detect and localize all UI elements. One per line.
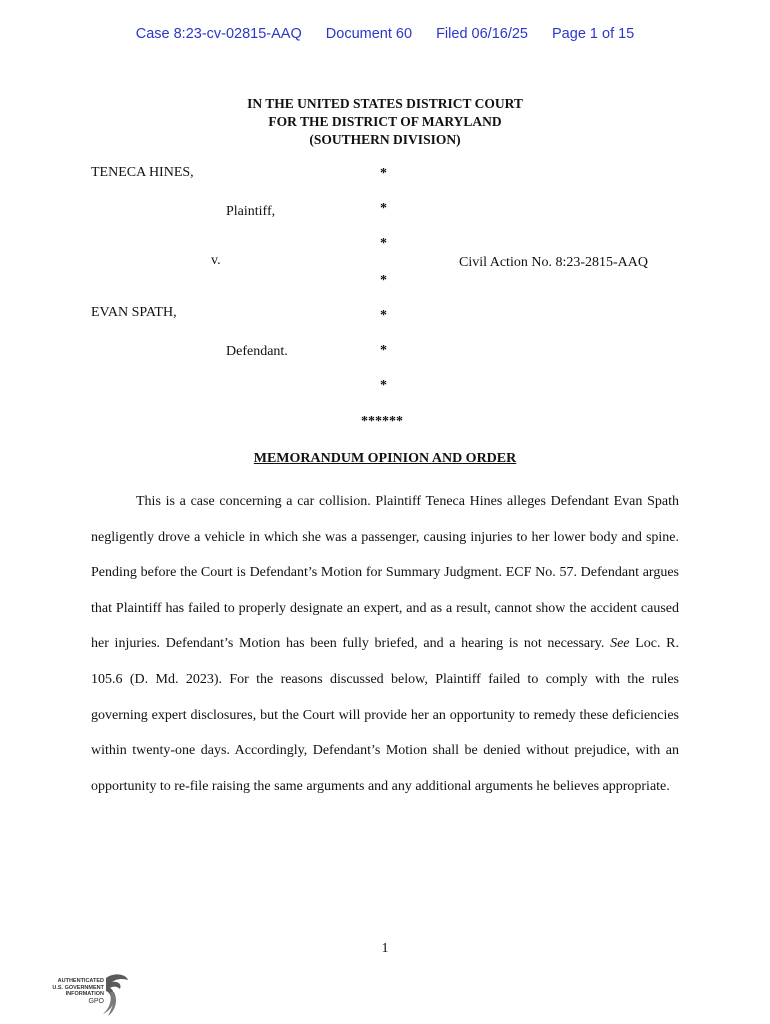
caption-star: * xyxy=(380,236,387,251)
document-number: Document 60 xyxy=(325,26,413,42)
page-number: 1 xyxy=(381,941,389,956)
paragraph-part-2: Loc. R. 105.6 (D. Md. 2023). For the reasons discussed below, Plaintiff failed to comply with the rules governing expert disclosures, but the Court will provide her an opportunity to remedy these deficiencies within twenty-one days. Accordingly, Defendant’s Motion shall be denied without prejudice, with an opportunity to re-file raising the same arguments and any additional arguments he believes appropriate. xyxy=(91,636,679,794)
court-line-1: IN THE UNITED STATES DISTRICT COURT xyxy=(247,96,523,111)
paragraph-part-1: This is a case concerning a car collision. Plaintiff Teneca Hines alleges Defendant Evan Spath negligently drove a vehicle in which she was a passenger, causing injuries to her lower body and spine. Pending before the Court is Defendant’s Motion for Summary Judgment. ECF No. 57. Defendant argues that Plaintiff has failed to properly designate an expert, and as a result, cannot show the accident caused her injuries. Defendant’s Motion has been fully briefed, and a hearing is not necessary. xyxy=(91,494,679,652)
civil-action-number: Civil Action No. 8:23-2815-AAQ xyxy=(459,255,648,270)
court-line-3: (SOUTHERN DIVISION) xyxy=(309,132,461,147)
gpo-line-3: INFORMATION xyxy=(65,991,104,997)
case-number: Case 8:23-cv-02815-AAQ xyxy=(135,26,302,42)
caption-star: * xyxy=(380,201,387,216)
caption-star: * xyxy=(380,166,387,181)
plaintiff-role: Plaintiff, xyxy=(226,204,276,219)
versus: v. xyxy=(211,253,221,268)
memorandum-title: MEMORANDUM OPINION AND ORDER xyxy=(253,451,517,466)
gpo-seal-text xyxy=(42,978,104,1005)
caption-star: * xyxy=(380,308,387,323)
court-heading xyxy=(0,95,770,149)
caption-separator: ****** xyxy=(361,414,403,429)
plaintiff-name: TENECA HINES, xyxy=(91,165,194,180)
gpo-line-2: U.S. GOVERNMENT xyxy=(52,984,104,991)
page-count: Page 1 of 15 xyxy=(552,26,635,42)
gpo-label: GPO xyxy=(88,997,104,1005)
eagle-icon xyxy=(100,972,132,1018)
defendant-name: EVAN SPATH, xyxy=(91,305,177,320)
caption-star: * xyxy=(380,343,387,358)
caption-star: * xyxy=(380,273,387,288)
ecf-header xyxy=(0,26,770,42)
opinion-body xyxy=(91,484,679,804)
gpo-authentication-seal xyxy=(42,972,132,1018)
citation-signal: See xyxy=(610,636,630,652)
court-line-2: FOR THE DISTRICT OF MARYLAND xyxy=(268,114,502,129)
filed-date: Filed 06/16/25 xyxy=(436,26,528,42)
caption-star: * xyxy=(380,378,387,393)
defendant-role: Defendant. xyxy=(226,344,288,359)
opinion-paragraph xyxy=(91,484,679,804)
gpo-line-1: AUTHENTICATED xyxy=(57,978,104,984)
